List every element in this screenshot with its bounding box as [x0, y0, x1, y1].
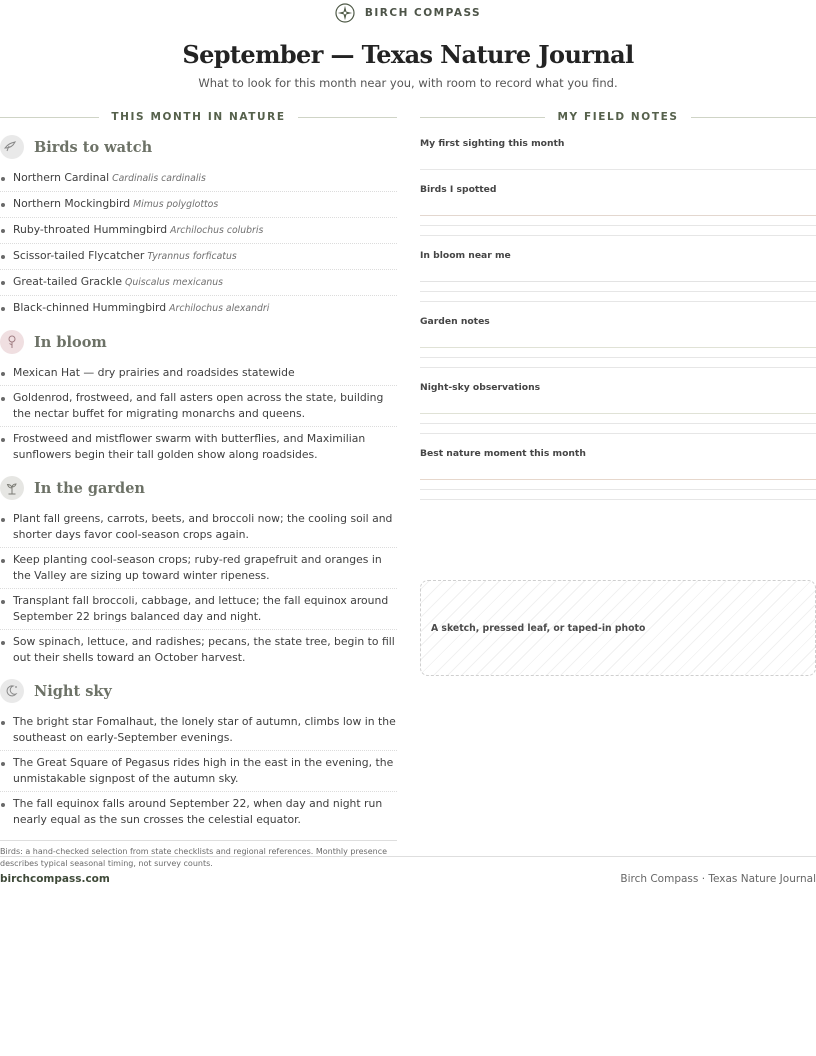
- list-item: [0, 507, 397, 548]
- field-note-block: [420, 250, 816, 302]
- list-item: [0, 270, 397, 296]
- item-text: Mexican Hat — dry prairies and roadsides statewide: [13, 366, 295, 379]
- item-text: Transplant fall broccoli, cabbage, and lettuce; the fall equinox around September 22 brings balanced day and night.: [13, 594, 389, 623]
- writing-line[interactable]: [420, 367, 816, 368]
- list-item: [0, 361, 397, 386]
- item-latin-name: Quiscalus mexicanus: [125, 277, 224, 288]
- list-item: [0, 386, 397, 427]
- field-notes-column: [420, 138, 816, 514]
- field-note-label: In bloom near me: [420, 250, 511, 261]
- right-section-header: [420, 110, 816, 124]
- photo-box[interactable]: [420, 580, 816, 676]
- writing-line[interactable]: [420, 413, 816, 414]
- writing-line[interactable]: [420, 357, 816, 358]
- field-note-label: Garden notes: [420, 316, 490, 327]
- writing-line[interactable]: [420, 423, 816, 424]
- item-text: Scissor-tailed Flycatcher: [13, 249, 145, 262]
- category-title: In bloom: [34, 333, 107, 351]
- writing-line[interactable]: [420, 169, 816, 170]
- writing-line[interactable]: [420, 301, 816, 302]
- item-text: Keep planting cool-season crops; ruby-red grapefruit and oranges in the Valley are sizing up toward winter ripeness.: [13, 553, 382, 582]
- category-section: [0, 475, 397, 670]
- list-item: [0, 751, 397, 792]
- item-latin-name: Mimus polyglottos: [133, 199, 219, 210]
- item-text: Sow spinach, lettuce, and radishes; pecans, the state tree, begin to fill out their shells toward an October harvest.: [13, 635, 395, 664]
- field-note-label: My first sighting this month: [420, 138, 565, 149]
- list-item: [0, 192, 397, 218]
- category-section: [0, 134, 397, 321]
- field-note-block: [420, 382, 816, 434]
- list-item: [0, 589, 397, 630]
- nature-column: [0, 134, 397, 870]
- item-latin-name: Cardinalis cardinalis: [112, 173, 206, 184]
- category-title: Night sky: [34, 682, 112, 700]
- left-section-header: [0, 110, 397, 124]
- category-header: [0, 678, 397, 704]
- item-text: Northern Cardinal: [13, 171, 110, 184]
- writing-line[interactable]: [420, 499, 816, 500]
- writing-line[interactable]: [420, 433, 816, 434]
- writing-line[interactable]: [420, 215, 816, 216]
- list-item: [0, 427, 397, 467]
- sources-note: Birds: a hand-checked selection from state checklists and regional references. Monthly presence describes typical seasonal timing, not survey counts.: [0, 840, 397, 870]
- page-title: September — Texas Nature Journal: [182, 40, 634, 69]
- writing-line[interactable]: [420, 479, 816, 480]
- sprout-icon: [0, 476, 24, 500]
- item-text: The fall equinox falls around September 22, when day and night run nearly equal as the sun crosses the celestial equator.: [13, 797, 383, 826]
- left-section-label: THIS MONTH IN NATURE: [111, 111, 286, 123]
- footer-credit: Birch Compass · Texas Nature Journal: [620, 873, 816, 885]
- moon-stars-icon: [0, 679, 24, 703]
- item-text: Goldenrod, frostweed, and fall asters open across the state, building the nectar buffet for migrating monarchs and queens.: [13, 391, 384, 420]
- item-text: Frostweed and mistflower swarm with butterflies, and Maximilian sunflowers begin their tall golden show along roadsides.: [13, 432, 366, 461]
- field-note-block: [420, 316, 816, 368]
- photo-box-label: A sketch, pressed leaf, or taped-in photo: [431, 622, 646, 634]
- category-list: [0, 166, 397, 321]
- category-list: [0, 710, 397, 832]
- item-text: The Great Square of Pegasus rides high in the east in the evening, the unmistakable signpost of the autumn sky.: [13, 756, 394, 785]
- brand-name: BIRCH COMPASS: [364, 7, 482, 19]
- item-text: Northern Mockingbird: [13, 197, 131, 210]
- category-header: [0, 134, 397, 160]
- page-subtitle: What to look for this month near you, with room to record what you find.: [198, 76, 618, 90]
- category-section: [0, 329, 397, 467]
- list-item: [0, 218, 397, 244]
- category-list: [0, 507, 397, 670]
- list-item: [0, 792, 397, 832]
- writing-line[interactable]: [420, 347, 816, 348]
- writing-line[interactable]: [420, 291, 816, 292]
- compass-icon: [335, 3, 355, 23]
- item-text: Great-tailed Grackle: [13, 275, 122, 288]
- category-list: [0, 361, 397, 467]
- category-header: [0, 475, 397, 501]
- writing-line[interactable]: [420, 225, 816, 226]
- item-latin-name: Archilochus colubris: [170, 225, 264, 236]
- list-item: [0, 244, 397, 270]
- writing-line[interactable]: [420, 281, 816, 282]
- category-title: Birds to watch: [34, 138, 153, 156]
- field-note-label: Best nature moment this month: [420, 448, 586, 459]
- item-latin-name: Archilochus alexandri: [169, 303, 270, 314]
- footer-site-link[interactable]: birchcompass.com: [0, 873, 110, 885]
- brand-header: [0, 2, 816, 24]
- writing-line[interactable]: [420, 489, 816, 490]
- list-item: [0, 710, 397, 751]
- field-note-label: Birds I spotted: [420, 184, 497, 195]
- item-text: Ruby-throated Hummingbird: [13, 223, 168, 236]
- field-note-block: [420, 138, 816, 170]
- footer-divider: [0, 856, 816, 857]
- item-text: Plant fall greens, carrots, beets, and broccoli now; the cooling soil and shorter days favor cool-season crops again.: [13, 512, 393, 541]
- bird-icon: [0, 135, 24, 159]
- category-title: In the garden: [34, 479, 145, 497]
- list-item: [0, 296, 397, 321]
- field-note-block: [420, 184, 816, 236]
- category-section: [0, 678, 397, 832]
- list-item: [0, 166, 397, 192]
- category-header: [0, 329, 397, 355]
- list-item: [0, 630, 397, 670]
- item-text: The bright star Fomalhaut, the lonely star of autumn, climbs low in the southeast on early-September evenings.: [13, 715, 396, 744]
- field-note-block: [420, 448, 816, 500]
- right-section-label: MY FIELD NOTES: [557, 111, 679, 123]
- flower-icon: [0, 330, 24, 354]
- list-item: [0, 548, 397, 589]
- item-text: Black-chinned Hummingbird: [13, 301, 167, 314]
- writing-line[interactable]: [420, 235, 816, 236]
- field-note-label: Night-sky observations: [420, 382, 541, 393]
- item-latin-name: Tyrannus forficatus: [147, 251, 237, 262]
